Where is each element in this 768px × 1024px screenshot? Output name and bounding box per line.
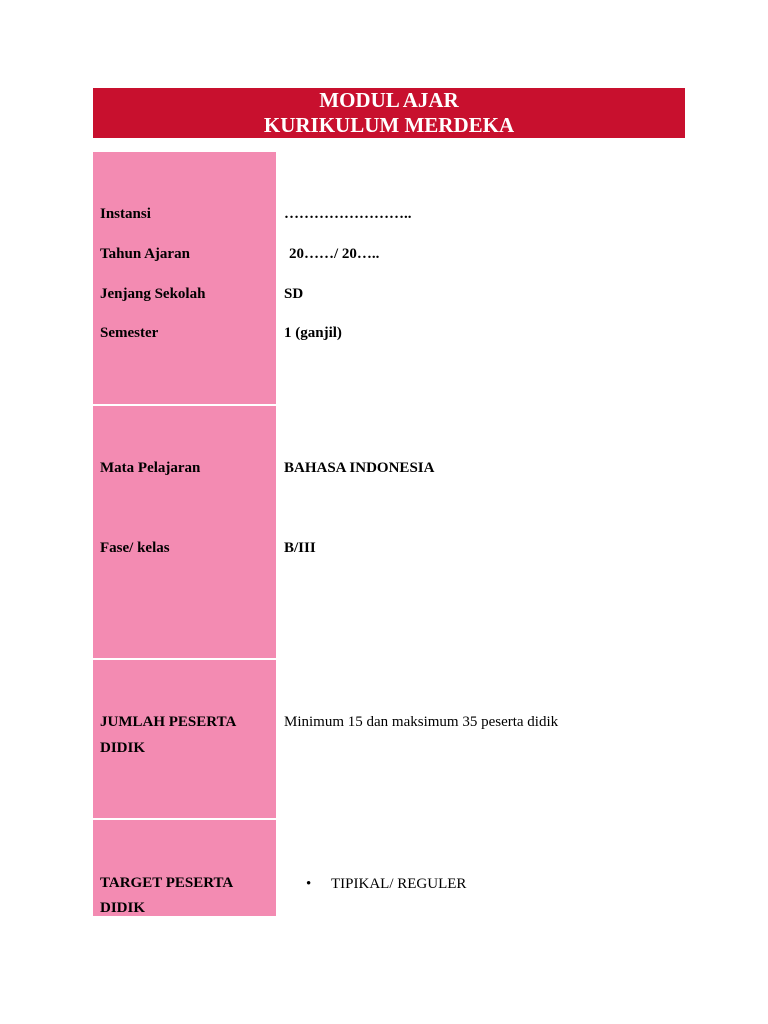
tahun-ajaran-value: 20……/ 20….. xyxy=(289,246,380,262)
jenjang-sekolah-value: SD xyxy=(284,286,304,302)
semester-value: 1 (ganjil) xyxy=(284,325,342,341)
bullet-icon: • xyxy=(306,876,312,892)
instansi-value: …………………….. xyxy=(284,206,412,222)
title-line-1: MODUL AJAR xyxy=(319,88,459,112)
fase-kelas-label: Fase/ kelas xyxy=(100,540,170,556)
mata-pelajaran-label: Mata Pelajaran xyxy=(100,460,201,476)
title-line-2: KURIKULUM MERDEKA xyxy=(263,113,515,137)
jumlah-peserta-label-line-1: JUMLAH PESERTA xyxy=(100,714,237,730)
jumlah-peserta-label-line-2: DIDIK xyxy=(100,740,146,756)
instansi-label: Instansi xyxy=(100,206,151,222)
target-peserta-item: TIPIKAL/ REGULER xyxy=(331,876,467,892)
jumlah-peserta-value: Minimum 15 dan maksimum 35 peserta didik xyxy=(284,714,559,730)
tahun-ajaran-label: Tahun Ajaran xyxy=(100,246,190,262)
target-peserta-label-line-1: TARGET PESERTA xyxy=(100,875,234,891)
mata-pelajaran-value: BAHASA INDONESIA xyxy=(284,460,435,476)
document-title xyxy=(93,88,685,138)
jenjang-sekolah-label: Jenjang Sekolah xyxy=(100,286,206,302)
label-panel-school-info xyxy=(93,152,276,404)
label-panel-subject xyxy=(93,406,276,658)
semester-label: Semester xyxy=(100,325,159,341)
fase-kelas-value: B/III xyxy=(284,540,316,556)
target-peserta-label-line-2: DIDIK xyxy=(100,900,146,916)
